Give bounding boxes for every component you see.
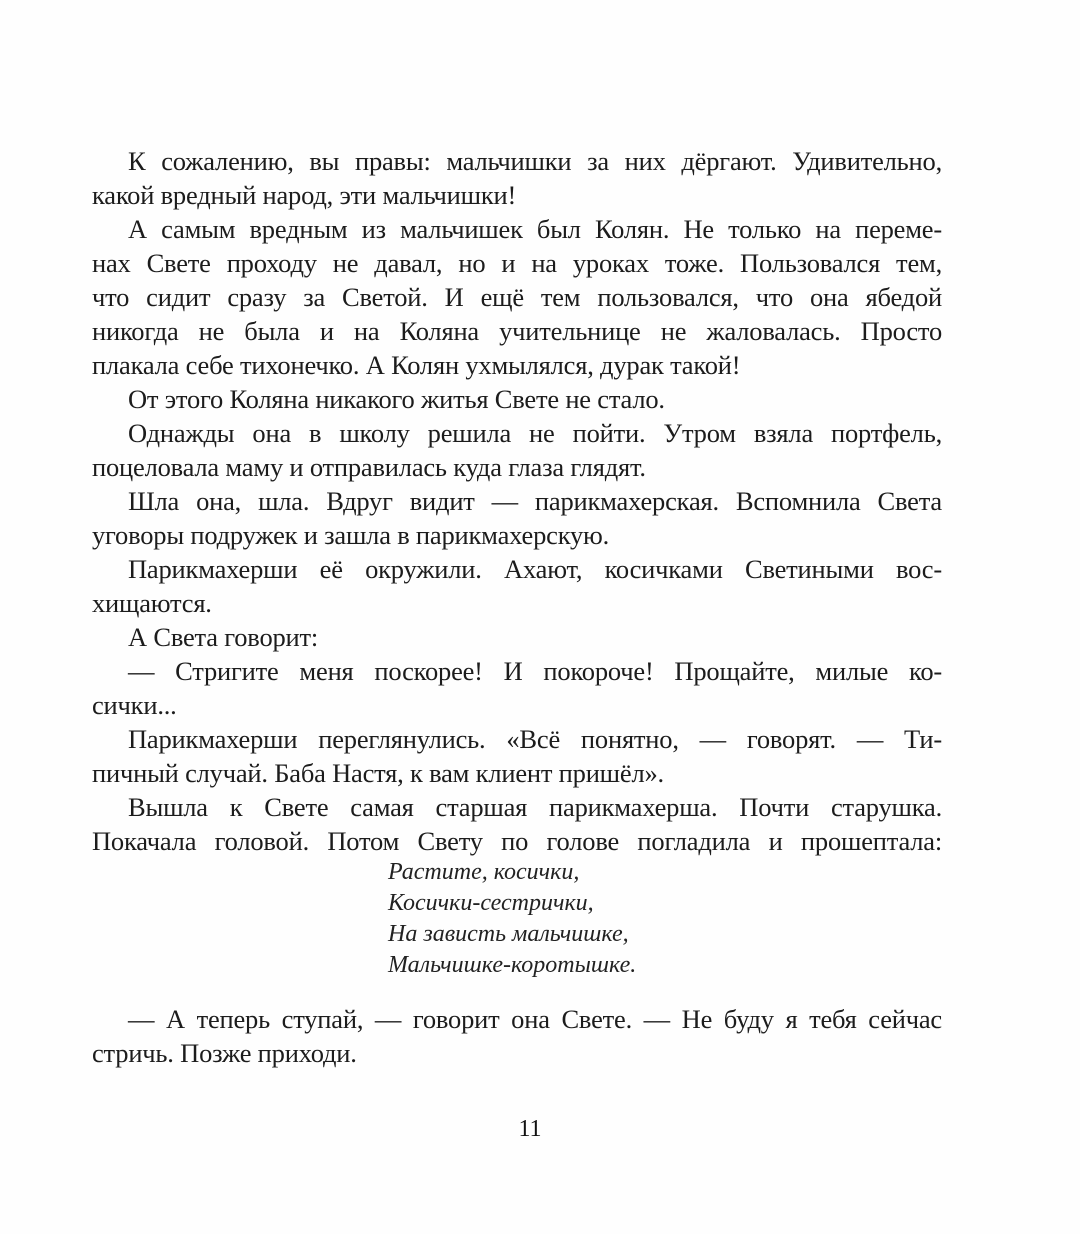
text-line: Шла она, шла. Вдруг видит — парикмахерская. Вспомнила Света <box>128 486 942 516</box>
text-line: плакала себе тихонечко. А Колян ухмылялся, дурак такой! <box>92 350 741 380</box>
text-line: сички... <box>92 690 177 720</box>
text-line: — А теперь ступай, — говорит она Свете. — Не буду я тебя сейчас <box>128 1004 942 1034</box>
text-line: А Света говорит: <box>128 622 319 652</box>
text-line: От этого Коляна никакого житья Свете не стало. <box>128 384 665 414</box>
text-line: А самым вредным из мальчишек был Колян. Не только на переме- <box>128 214 942 244</box>
text-line: какой вредный народ, эти мальчишки! <box>92 180 517 210</box>
text-line: Покачала головой. Потом Свету по голове погладила и прошептала: <box>92 826 942 856</box>
text-line: что сидит сразу за Светой. И ещё тем пользовался, что она ябедой <box>92 282 942 312</box>
text-line: — Стригите меня поскорее! И покороче! Прощайте, милые ко- <box>128 656 942 686</box>
page-number: 11 <box>518 1116 542 1142</box>
poem-line: Мальчишке-коротышке. <box>388 952 637 978</box>
poem-line: Растите, косички, <box>388 859 580 885</box>
poem-line: Косички-сестрички, <box>388 890 594 916</box>
text-line: уговоры подружек и зашла в парикмахерскую. <box>92 520 610 550</box>
text-line: Парикмахерши переглянулись. «Всё понятно, — говорят. — Ти- <box>128 724 942 754</box>
text-line: поцеловала маму и отправилась куда глаза глядят. <box>92 452 646 482</box>
text-line: К сожалению, вы правы: мальчишки за них дёргают. Удивительно, <box>128 146 942 176</box>
text-line: Парикмахерши её окружили. Ахают, косичками Светиными вос- <box>128 554 942 584</box>
text-line: никогда не была и на Коляна учительнице не жаловалась. Просто <box>92 316 942 346</box>
text-line: Вышла к Свете самая старшая парикмахерша. Почти старушка. <box>128 792 942 822</box>
text-line: Однажды она в школу решила не пойти. Утром взяла портфель, <box>128 418 942 448</box>
text-line: пичный случай. Баба Настя, к вам клиент пришёл». <box>92 758 664 788</box>
text-line: нах Свете проходу не давал, но и на уроках тоже. Пользовался тем, <box>92 248 942 278</box>
text-line: стричь. Позже приходи. <box>92 1038 357 1068</box>
text-line: хищаются. <box>92 588 212 618</box>
poem-line: На зависть мальчишке, <box>388 921 629 947</box>
